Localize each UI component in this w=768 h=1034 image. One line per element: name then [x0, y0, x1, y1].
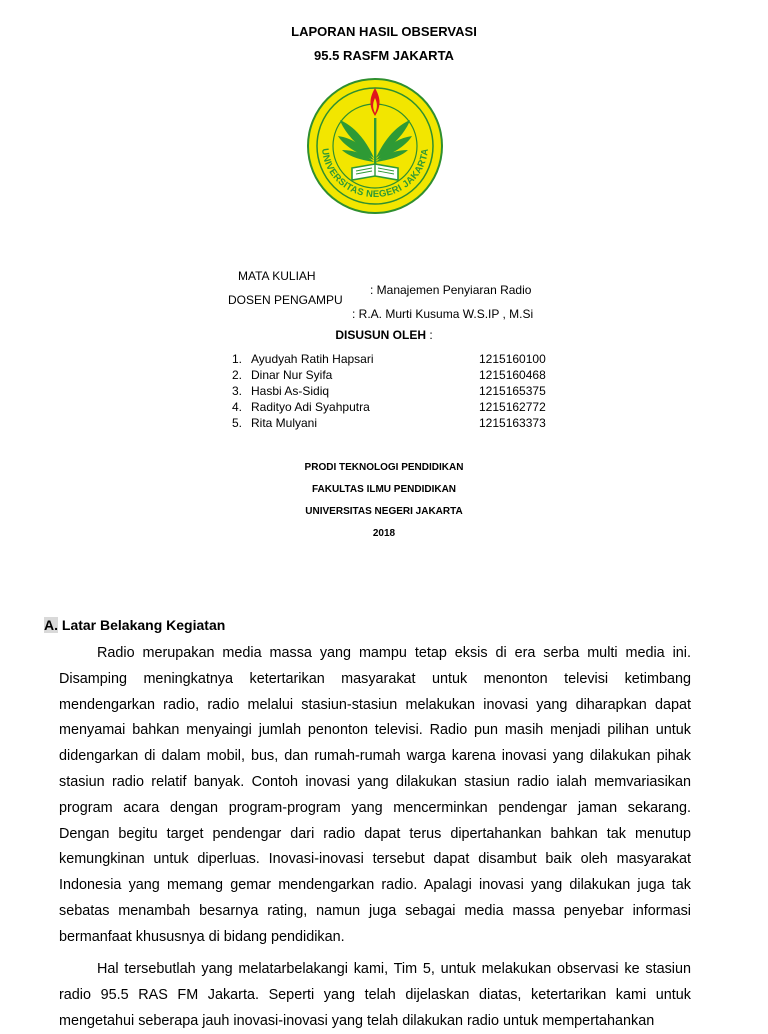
authors-heading: DISUSUN OLEH :: [335, 328, 433, 342]
report-year: 2018: [372, 528, 396, 539]
lecturer-value: : R.A. Murti Kusuma W.S.IP , M.Si: [352, 307, 534, 321]
member-nim: 1215162772: [479, 400, 546, 414]
member-nim: 1215160100: [479, 352, 546, 366]
member-nim: 1215165375: [479, 384, 546, 398]
member-name: Dinar Nur Syifa: [251, 368, 333, 382]
member-nim: 1215163373: [479, 416, 546, 430]
section-title: Latar Belakang Kegiatan: [58, 617, 226, 633]
paragraph: Radio merupakan media massa yang mampu tetap eksis di era serba multi media ini. Disamping meningkatnya ketertarikan masyarakat untuk menonton televisi ketimbang mendengarkan radio, radio melalui stasiun-stasiun melakukan inovasi yang diharapkan dapat menyamai bahkan menyaingi jumlah penonton televisi. Radio pun masih menjadi pilihan untuk didengarkan di dalam mobil, bus, dan rumah-rumah warga karena inovasi yang dilakukan pihak stasiun radio relatif banyak. Contoh inovasi yang dilakukan stasiun radio ialah memvariasikan program acara dengan program-program yang mencerminkan pendengar jaman sekarang. Dengan begitu target pendengar dari radio dapat terus dipertahankan bahkan tak menutup kemungkinan untuk diperluas. Inovasi-inovasi tersebut dapat disambut baik oleh masyarakat Indonesia yang memang gemar mendengarkan radio. Apalagi inovasi yang dilakukan juga tak sebatas menambah besarnya rating, namun juga sebagai media massa penyebar informasi bermanfaat khususnya di bidang pendidikan.: [59, 645, 691, 945]
section-heading: [44, 617, 225, 633]
list-item: 1. Ayudyah Ratih Hapsari 1215160100: [232, 352, 546, 366]
member-name: Hasbi As-Sidiq: [251, 384, 330, 398]
paragraph: Hal tersebutlah yang melatarbelakangi kami, Tim 5, untuk melakukan observasi ke stasiun radio 95.5 RAS FM Jakarta. Seperti yang telah dijelaskan diatas, ketertarikan kami untuk mengetahui seberapa jauh inovasi-inovasi yang telah dilakukan radio untuk mempertahankan: [59, 961, 691, 1029]
list-item: 4. Radityo Adi Syahputra 1215162772: [232, 400, 546, 414]
course-value: : Manajemen Penyiaran Radio: [370, 283, 532, 297]
member-name: Radityo Adi Syahputra: [251, 400, 370, 414]
list-item: 2. Dinar Nur Syifa 1215160468: [232, 368, 546, 382]
report-subtitle: 95.5 RASFM JAKARTA: [314, 48, 454, 63]
university-name: UNIVERSITAS NEGERI JAKARTA: [305, 506, 463, 517]
faculty-name: FAKULTAS ILMU PENDIDIKAN: [311, 484, 457, 495]
lecturer-label: DOSEN PENGAMPU: [228, 293, 343, 307]
list-item: 3. Hasbi As-Sidiq 1215165375: [232, 384, 546, 398]
course-label: MATA KULIAH: [238, 269, 316, 283]
university-logo: [302, 76, 448, 216]
authors-list: [232, 352, 562, 432]
member-name: Ayudyah Ratih Hapsari: [251, 352, 374, 366]
report-title: LAPORAN HASIL OBSERVASI: [291, 24, 477, 39]
member-name: Rita Mulyani: [251, 416, 318, 430]
member-nim: 1215160468: [479, 368, 546, 382]
list-item: 5. Rita Mulyani 1215163373: [232, 416, 546, 430]
logo-arc-text: UNIVERSITAS NEGERI JAKARTA: [318, 147, 432, 201]
section-letter: A.: [44, 617, 58, 633]
prodi-name: PRODI TEKNOLOGI PENDIDIKAN: [304, 462, 464, 473]
